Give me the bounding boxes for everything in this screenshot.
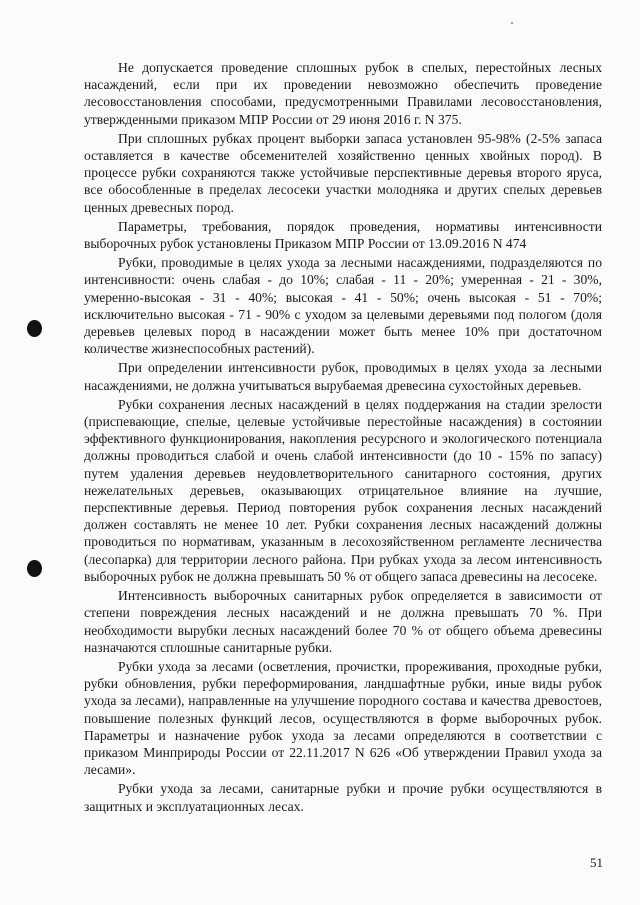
paragraph-sanitary-felling: Интенсивность выборочных санитарных рубок определяется в зависимости от степени повреждения лесных насаждений и не должна превышать 70 %. При необходимости вырубки лесных насаждений более 70 % от общего объема древесины назначаются сплошные санитарные рубки. — [84, 588, 602, 655]
paragraph-conservation-felling: Рубки сохранения лесных насаждений в целях поддержания на стадии зрелости (приспевающие, спелые, целевые устойчивые перестойные насаждения) в состоянии эффективного функционирования, накопления ресурсного и экологического потенциала должны проводиться слабой и очень слабой интенсивности (до 10 - 15% по запасу) путем удаления деревьев неудовлетворительного санитарного состояния, других нежелательных деревьев, оказывающих отрицательное влияние на лучшие, перспективные деревья. Период повторения рубок сохранения лесных насаждений должен составлять не менее 10 лет. Рубки сохранения лесных насаждений должны проводиться по нормативам, указанным в лесохозяйственном регламенте лесничества (лесопарка) для территории лесного района. При рубках ухода за лесом интенсивность выборочных рубок не должна превышать 50 % от общего запаса древесины на лесосеке. — [84, 396, 602, 584]
scan-speck — [511, 22, 513, 24]
paragraph-clearcut-selection: При сплошных рубках процент выборки запаса установлен 95-98% (2-5% запаса оставляется в качестве обсеменителей хозяйственно ценных хвойных пород). В процессе рубки сохраняются также устойчивые перспективные деревья второго яруса, все обособленные в пределах лесосеки участки молодняка и других спелых деревьев ценных древесных пород. — [84, 130, 602, 215]
paragraph-forest-categories: Рубки ухода за лесами, санитарные рубки и прочие рубки осуществляются в защитных и эксплуатационных лесах. — [84, 781, 602, 814]
paragraph-selective-parameters: Параметры, требования, порядок проведения, нормативы интенсивности выборочных рубок установлены Приказом МПР России от 13.09.2016 N 474 — [84, 218, 602, 252]
paragraph-thinning: Рубки ухода за лесами (осветления, прочистки, прореживания, проходные рубки, рубки обновления, рубки переформирования, ландшафтные рубки, иные виды рубок ухода за лесами), направленные на улучшение породного состава и качества древостоев, повышение полезных функций лесов, осуществляются в форме выборочных рубок. Параметры и назначение рубок ухода за лесами определяются в соответствии с приказом Минприроды России от 22.11.2017 N 626 «Об утверждении Правил ухода за лесами». — [84, 658, 602, 778]
paragraph-clearcut-restriction: Не допускается проведение сплошных рубок в спелых, перестойных лесных насаждений, если при их проведении невозможно обеспечить проведение лесовосстановления способами, предусмотренными Правилами лесовосстановления, утвержденными приказом МПР России от 29 июня 2016 г. N 375. — [84, 60, 602, 127]
page-number: 51 — [590, 855, 603, 870]
paragraph-dead-wood: При определении интенсивности рубок, проводимых в целях ухода за лесными насаждениями, не должна учитываться вырубаемая древесина сухостойных деревьев. — [84, 360, 602, 393]
punch-hole-mark — [27, 560, 42, 577]
paragraph-intensity-classes: Рубки, проводимые в целях ухода за лесными насаждениями, подразделяются по интенсивности: очень слабая - до 10%; слабая - 11 - 20%; умеренная - 21 - 30%, умеренно-высокая - 31 - 40%; высокая - 41 - 50%; очень высокая - 51 - 70%; исключительно высокая - 71 - 90% с уходом за целевыми деревьями под пологом (доля деревьев целевых пород в насаждении может быть менее 10% при достаточном количестве жизнеспособных растений). — [84, 255, 602, 357]
punch-hole-mark — [27, 320, 42, 337]
body-text — [84, 59, 602, 817]
